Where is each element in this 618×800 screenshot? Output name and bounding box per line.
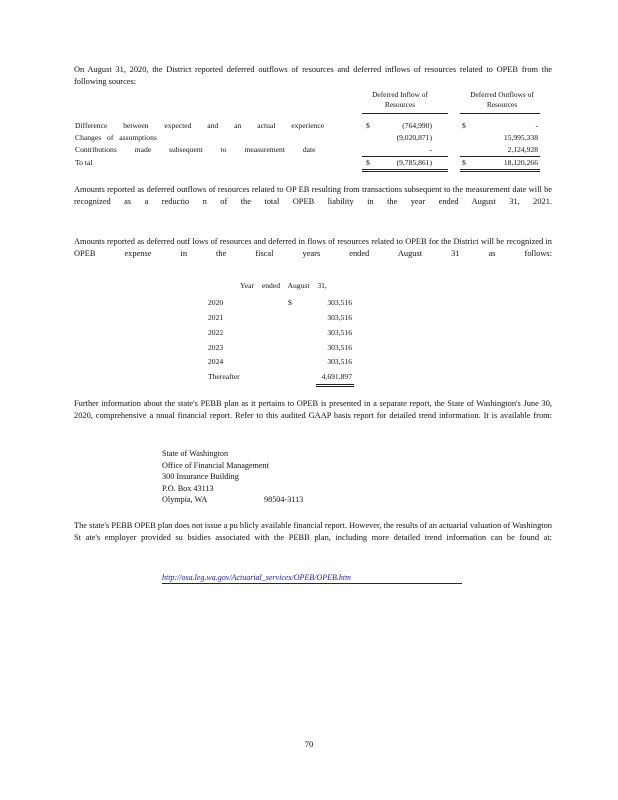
paragraph-pebb-plan: The state's PEBB OPEB plan does not issue a pu blicly available financial report. However, the results of an actuarial valuation of Washington St ate's employer provided su bsidies associated with the PEBB plan, including more detailed trend information can be found at: [74,521,552,542]
schedule-amount: 303,516 [327,357,352,366]
address-zip: 98504-3113 [264,495,304,504]
paragraph-recognition: Amounts reported as deferred outf lows of resources and deferred in flows of resources related to OPEB for the District will be recognized in OPEB expense in the fiscal years ended August 31 as follows: [74,237,552,258]
intro-paragraph: On August 31, 2020, the District reported deferred outflows of resources and deferred inflows of resources related to OPEB from the following sources: [74,65,552,86]
row-label: Difference between expected and an actual experience [75,121,325,130]
row-outflow: 2,124,928 [507,145,538,154]
total-inflow: (9,785,861) [396,158,432,167]
paragraph-deferred-outflows: Amounts reported as deferred outflows of resources related to OP EB resulting from transactions subsequent to the measurement date will be recognized as a reductio n of the total OPEB liability in the year ended August 31, 2021. [74,185,552,206]
double-rule-outflow-2 [460,171,540,172]
schedule-year: 2024 [208,357,224,366]
address-line: State of Washington [162,449,229,458]
schedule-rule-2 [316,386,354,387]
schedule-rule-1 [316,384,354,385]
double-rule-inflow-2 [362,171,448,172]
total-outflow-sign: $ [462,158,466,167]
total-label: To tal [75,158,93,167]
header-inflow: Deferred Inflow of Resources [372,90,428,109]
row-outflow: - [535,121,538,130]
row-inflow: - [429,145,432,154]
address-line: 300 Insurance Building [162,472,239,481]
address-line: Office of Financial Management [162,460,269,470]
total-rule-inflow [362,156,448,157]
row-outflow: 15,995,338 [503,133,538,142]
schedule-year: Thereafter [208,372,240,381]
address-line: P.O. Box 43113 [162,483,214,493]
schedule-amount: 303,516 [327,328,352,337]
row-inflow-sign: $ [366,121,370,130]
header-rule-outflow [460,113,540,114]
total-inflow-sign: $ [366,158,370,167]
schedule-amount: 303,516 [327,343,352,352]
schedule-year: 2021 [208,313,224,322]
page-number: 70 [304,739,314,749]
schedule-currency: $ [288,298,292,307]
schedule-year: 2022 [208,328,224,337]
opeb-link[interactable]: http://osa.leg.wa.gov/Actuarial_services/OPEB/OPEB.htm [162,572,462,584]
row-inflow: (9,020,871) [396,133,432,142]
address-city-state: Olympia, WA [162,495,208,504]
header-rule-inflow [362,113,448,114]
paragraph-further-information: Further information about the state's PEBB plan as it pertains to OPEB is presented in a separate report, the State of Washington's June 30, 2020, comprehensive a nnual financial report. Refer to this audited GAAP basis report for detailed trend information. It is available from: [74,399,552,420]
schedule-header: Year ended August 31, [240,281,327,290]
row-label: Contributions made subsequent to measurement date [75,145,316,154]
row-inflow: (764,990) [402,121,432,130]
schedule-amount: 303,516 [327,298,352,307]
schedule-amount: 303,516 [327,313,352,322]
header-outflow: Deferred Outflows of Resources [470,90,534,109]
schedule-year: 2023 [208,343,224,352]
row-outflow-sign: $ [462,121,466,130]
row-label: Changes of assumptions [75,133,157,142]
schedule-amount: 4,691,897 [321,372,352,381]
double-rule-inflow-1 [362,169,448,170]
total-rule-outflow [460,156,540,157]
schedule-year: 2020 [208,298,224,307]
double-rule-outflow-1 [460,169,540,170]
total-outflow: 18,120,266 [503,158,538,167]
